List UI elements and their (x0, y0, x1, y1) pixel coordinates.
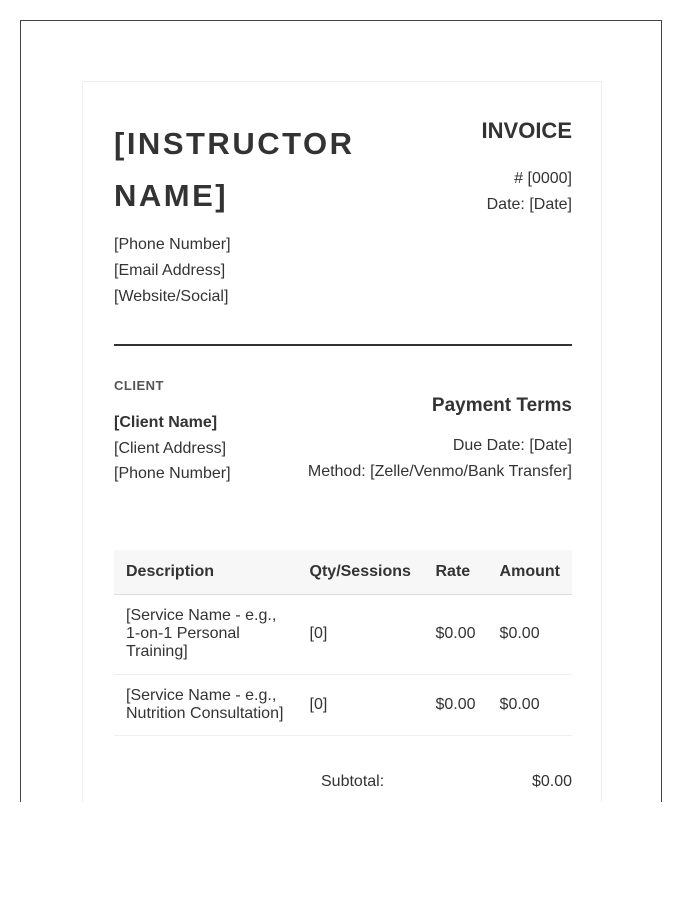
row-qty: [0] (298, 594, 424, 674)
payment-terms-title: Payment Terms (431, 395, 572, 416)
table-header-row (114, 550, 572, 594)
table-row (114, 594, 572, 674)
row-description: [Service Name - e.g., Nutrition Consultation] (114, 674, 298, 735)
client-label: CLIENT (114, 378, 164, 393)
payment-method: Method: [Zelle/Venmo/Bank Transfer] (307, 462, 572, 480)
client-address: [Client Address] (114, 439, 227, 457)
invoice-header (114, 82, 572, 344)
client-section (114, 378, 572, 528)
invoice-content (114, 82, 572, 790)
row-description: [Service Name - e.g., 1-on-1 Personal Training] (114, 594, 298, 674)
invoice-title: INVOICE (481, 118, 572, 143)
subtotal-value: $0.00 (531, 773, 572, 790)
invoice-number: # [0000] (514, 170, 572, 187)
instructor-name: [INSTRUCTOR NAME] (114, 126, 355, 213)
row-rate: $0.00 (424, 674, 488, 735)
instructor-website: [Website/Social] (114, 288, 229, 305)
row-amount: $0.00 (488, 594, 572, 674)
row-amount: $0.00 (488, 674, 572, 735)
header-amount: Amount (488, 550, 572, 594)
payment-due-date: Due Date: [Date] (452, 437, 572, 454)
header-description: Description (114, 550, 298, 594)
table-row (114, 674, 572, 735)
instructor-email: [Email Address] (114, 262, 226, 279)
invoice-date: Date: [Date] (486, 196, 572, 213)
client-phone: [Phone Number] (114, 465, 231, 482)
header-rate: Rate (424, 550, 488, 594)
client-name: [Client Name] (114, 414, 218, 431)
instructor-contact (114, 232, 231, 310)
subtotal-label: Subtotal: (321, 773, 385, 790)
instructor-phone: [Phone Number] (114, 236, 231, 253)
line-items-table (114, 550, 572, 736)
row-qty: [0] (298, 674, 424, 735)
header-divider (114, 344, 572, 346)
document-frame (20, 20, 662, 802)
header-qty: Qty/Sessions (298, 550, 424, 594)
invoice-page (82, 81, 602, 802)
payment-terms (308, 394, 572, 484)
invoice-meta (482, 118, 572, 218)
row-rate: $0.00 (424, 594, 488, 674)
